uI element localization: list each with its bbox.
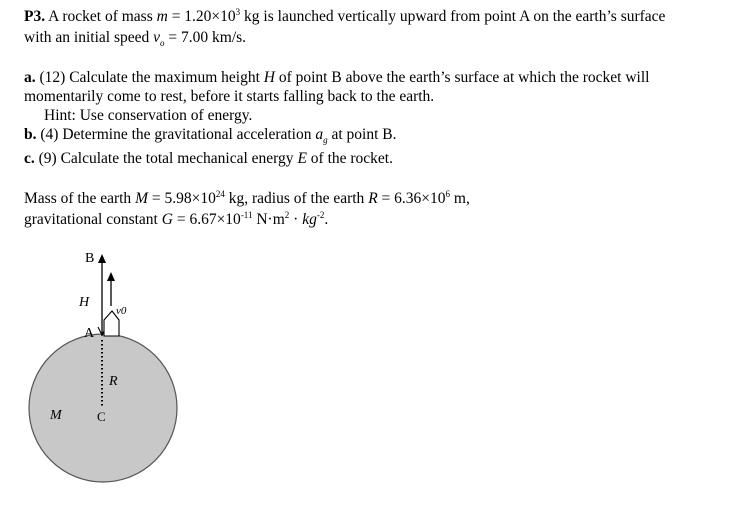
speed-value: = 7.00 km/s. xyxy=(164,29,247,46)
kg-unit: kg xyxy=(302,211,317,228)
mass-unit-text: kg is launched vertically upward from point A on the earth’s surface xyxy=(240,8,666,25)
part-a-hint: Hint: Use conservation of energy. xyxy=(44,107,253,124)
energy-symbol: E xyxy=(297,150,307,167)
speed-subscript: o xyxy=(160,38,165,49)
part-c-text1: (9) Calculate the total mechanical energy xyxy=(34,150,298,167)
earth-mass-intro: Mass of the earth xyxy=(24,190,136,207)
part-a-line2: momentarily come to rest, before it starts falling back to the earth. xyxy=(24,88,435,105)
meter-exponent: 2 xyxy=(284,209,290,220)
speed-symbol: v xyxy=(153,29,161,46)
intro-text: A rocket of mass xyxy=(48,8,157,25)
label-h: H xyxy=(79,295,90,310)
grav-constant-value: = 6.67×10 xyxy=(172,211,241,228)
accel-symbol: a xyxy=(315,126,324,143)
constants-period: . xyxy=(324,211,329,228)
grav-constant-symbol: G xyxy=(161,211,173,228)
label-a: A xyxy=(84,326,95,341)
earth-mass-unit: kg, radius of the earth xyxy=(224,190,369,207)
velocity-arrow-head-icon xyxy=(107,272,115,281)
problem-number: P3. xyxy=(24,8,46,25)
arrow-up-icon xyxy=(98,254,106,263)
part-b-text1: (4) Determine the gravitational acceleration xyxy=(36,126,316,143)
earth-radius-value: = 6.36×10 xyxy=(377,190,446,207)
speed-intro: with an initial speed xyxy=(24,29,154,46)
earth-radius-symbol: R xyxy=(368,190,378,207)
part-c-text2: of the rocket. xyxy=(306,150,393,167)
part-a-label: a. xyxy=(24,69,36,86)
earth-radius-unit: m, xyxy=(450,190,470,207)
label-b: B xyxy=(85,251,95,266)
label-r: R xyxy=(109,374,118,389)
part-b-text2: at point B. xyxy=(327,126,397,143)
mass-exponent: 3 xyxy=(235,6,241,17)
grav-constant-unit: N·m xyxy=(252,211,285,228)
part-b-label: b. xyxy=(24,126,37,143)
mass-value: = 1.20×10 xyxy=(167,8,236,25)
grav-constant-intro: gravitational constant xyxy=(24,211,162,228)
height-symbol: H xyxy=(263,69,275,86)
label-c: C xyxy=(97,409,106,424)
label-m: M xyxy=(50,408,62,423)
part-c-label: c. xyxy=(24,150,35,167)
earth-mass-exponent: 24 xyxy=(215,188,225,199)
part-a-text1: (12) Calculate the maximum height xyxy=(35,69,264,86)
earth-mass-value: = 5.98×10 xyxy=(147,190,216,207)
grav-constant-exponent: -11 xyxy=(240,209,253,220)
label-v0: v0 xyxy=(116,305,127,317)
earth-radius-exponent: 6 xyxy=(445,188,451,199)
part-a-text2: of point B above the earth’s surface at which the rocket will xyxy=(274,69,650,86)
unit-dot: · xyxy=(289,211,303,228)
kg-exponent: -2 xyxy=(316,209,325,220)
earth-mass-symbol: M xyxy=(135,190,148,207)
accel-subscript: g xyxy=(323,135,328,146)
mass-symbol: m xyxy=(156,8,168,25)
